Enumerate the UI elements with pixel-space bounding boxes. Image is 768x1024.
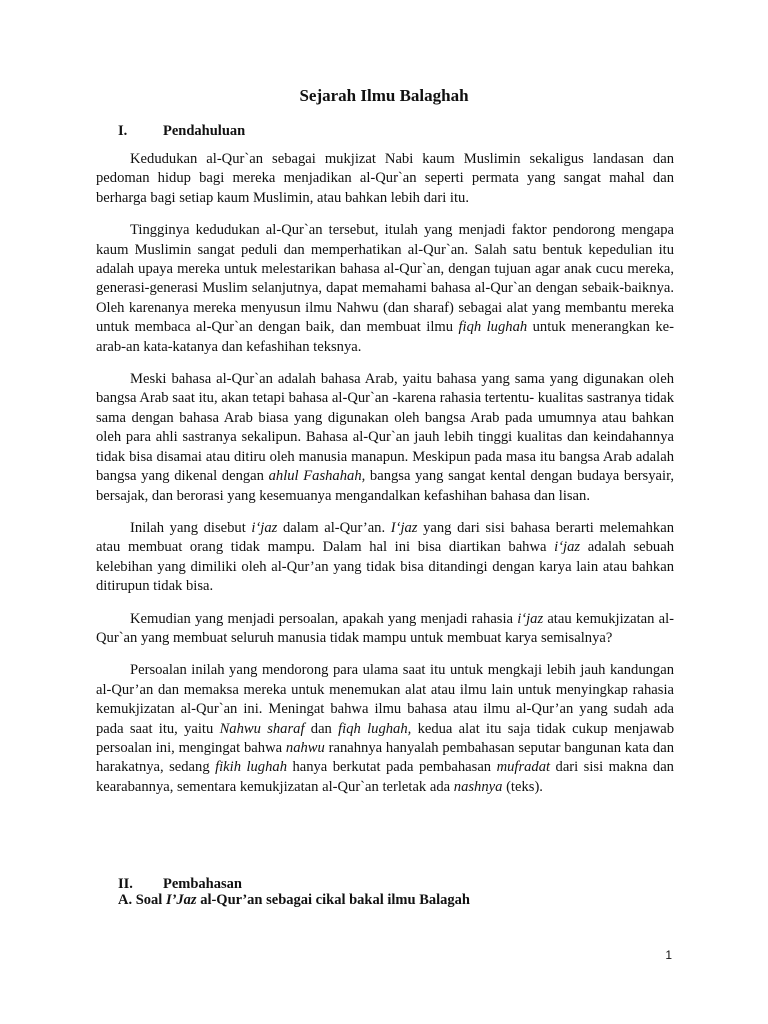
section-heading-pendahuluan (118, 123, 245, 140)
body-paragraph (96, 610, 674, 649)
italic-term: mufradat (496, 759, 551, 776)
section-heading-pembahasan (118, 876, 242, 893)
paragraph-text: ranahnya hanyalah pembahasan seputar bangunan kata dan harakatnya, sedang (96, 739, 674, 776)
paragraph-text: (teks). (502, 778, 543, 795)
paragraph-text: adalah sebuah kelebihan yang dimiliki oleh al-Qur’an yang tidak bisa ditandingi dengan karya lain atau bahkan ditirupun tidak bisa. (96, 539, 674, 595)
section-number: II. (118, 876, 133, 892)
paragraph-text: hanya berkutat pada pembahasan (287, 759, 497, 776)
body-paragraph (96, 661, 674, 797)
body-paragraph (96, 150, 674, 208)
italic-term: i‘jaz (517, 610, 544, 627)
paragraph-text: Kemudian yang menjadi persoalan, apakah yang menjadi rahasia (130, 610, 518, 627)
paragraph-text: dalam al-Qur’an. (277, 519, 391, 536)
paragraph-text: dari sisi makna dan kearabannya, sementara kemukjizatan al-Qur`an terletak ada (96, 759, 674, 795)
italic-term: nashnya (453, 778, 503, 795)
paragraph-text: Inilah yang disebut (130, 519, 252, 536)
paragraph-text: Persoalan inilah yang mendorong para ulama saat itu untuk mengkaji lebih jauh kandungan al-Qur’an dan memaksa mereka untuk menemukan alat atau ilmu lain untuk menyingkap rahasia kemukjizatan al-Qur`an ini. Meningat bahwa ilmu bahasa atau ilmu al-Qur’an yang sudah ada pada saat itu, yaitu (96, 662, 674, 737)
page-number: 1 (665, 948, 672, 962)
subsection-label: A. Soal (118, 892, 166, 908)
document-title: Sejarah Ilmu Balaghah (299, 86, 469, 105)
subsection-rest: al-Qur’an sebagai cikal bakal ilmu Balagah (196, 892, 470, 908)
paragraph-text: Kedudukan al-Qur`an sebagai mukjizat Nabi kaum Muslimin sekaligus landasan dan pedoman hidup bagi mereka menjadikan al-Qur`an seperti permata yang sangat mahal dan berharga bagi setiap kaum Muslimin, atau bahkan lebih dari itu. (96, 151, 674, 206)
italic-term: fiqh lughah, (338, 720, 412, 737)
paragraph-text: kedua alat itu saja tidak cukup menjawab persoalan ini, mengingat bahwa (96, 720, 675, 756)
subsection-heading (118, 892, 470, 909)
section-number: I. (118, 123, 128, 139)
italic-term: ahlul Fashahah, (268, 468, 366, 485)
italic-term: nahwu (285, 739, 325, 756)
paragraph-text: untuk menerangkan ke-arab-an kata-katanya dan kefashihan teksnya. (96, 319, 674, 355)
document-body (96, 150, 674, 810)
paragraph-text: Meski bahasa al-Qur`an adalah bahasa Arab, yaitu bahasa yang sama yang digunakan oleh bangsa Arab saat itu, akan tetapi bahasa al-Qur`an -karena rahasia tertentu- kualitas sastranya tidak sama dengan bahasa Arab biasa yang digunakan oleh bangsa Arab pada umumnya atau bahkan oleh para ahli sastranya sekalipun. Bahasa al-Qur`an jauh lebih tinggi kualitas dan keindahannya tidak bisa disamai atau ditiru oleh manusia manapun. Meskipun pada masa itu bangsa Arab adalah bangsa yang dikenal dengan (96, 371, 674, 485)
paragraph-text: dan (304, 720, 339, 737)
subsection-emphasis: I’Jaz (165, 892, 197, 908)
italic-term: I‘jaz (390, 519, 418, 536)
paragraph-text: yang dari sisi bahasa berarti melemahkan atau membuat orang tidak mampu. Dalam hal ini bisa diartikan bahwa (96, 519, 675, 556)
paragraph-text: atau kemukjizatan al-Qur`an yang membuat seluruh manusia tidak mampu untuk membuat karya semisalnya? (96, 610, 674, 646)
body-paragraph (96, 370, 674, 506)
italic-term: fikih lughah (215, 759, 287, 776)
italic-term: i‘jaz (554, 539, 581, 556)
italic-term: i‘jaz (251, 519, 278, 536)
section-title: Pendahuluan (163, 123, 246, 139)
italic-term: Nahwu sharaf (219, 720, 305, 737)
paragraph-text: Tingginya kedudukan al-Qur`an tersebut, itulah yang menjadi faktor pendorong mengapa kaum Muslimin sangat peduli dan memperhatikan al-Qur`an. Salah satu bentuk kepedulian itu adalah upaya mereka untuk melestarikan bahasa al-Qur`an, dengan tujuan agar anak cucu mereka, generasi-generasi Muslim selanjutnya, dapat memahami bahasa al-Qur`an dengan sebaik-baiknya. Oleh karenanya mereka menyusun ilmu Nahwu (dan sharaf) sebagai alat yang membantu mereka untuk membaca al-Qur`an dengan baik, dan membuat ilmu (96, 222, 674, 336)
body-paragraph (96, 221, 674, 357)
italic-term: fiqh lughah (458, 319, 528, 336)
section-title: Pembahasan (163, 876, 242, 892)
paragraph-text: bangsa yang sangat kental dengan budaya bersyair, bersajak, dan berorasi yang kesemuanya mengandalkan kefashihan bahasa dan lisan. (96, 468, 674, 504)
body-paragraph (96, 519, 674, 597)
